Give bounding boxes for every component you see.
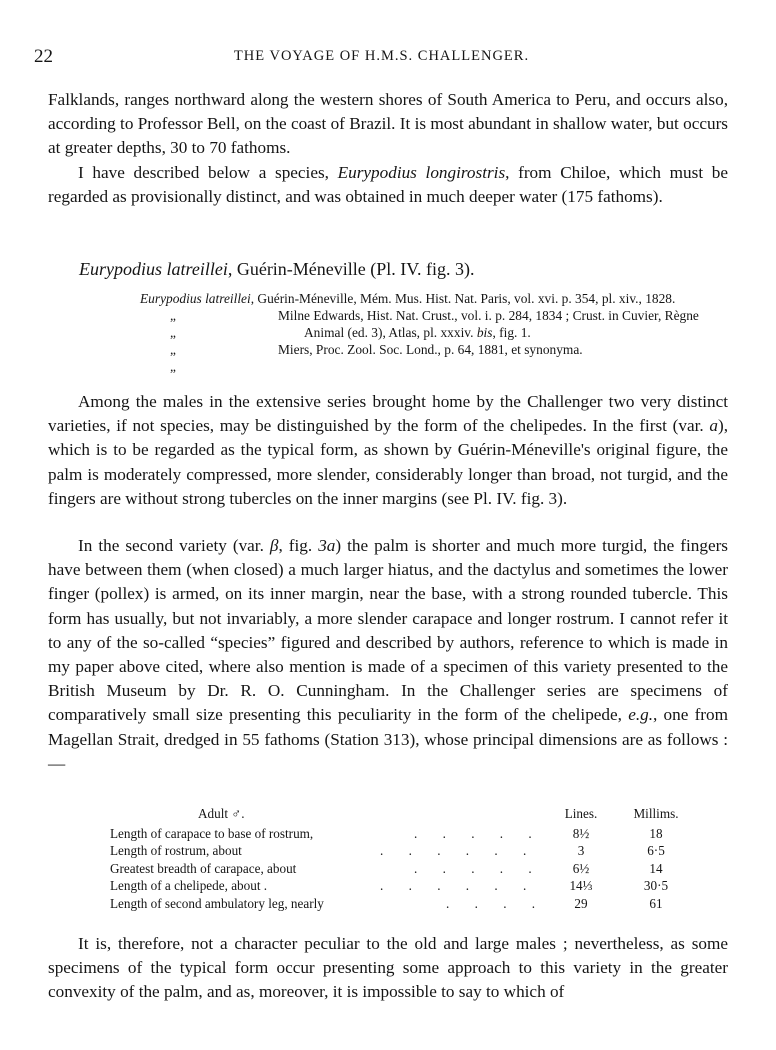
row-label: Length of rostrum, about: [110, 843, 242, 859]
row-leader: . . . . .: [414, 860, 532, 876]
ditto-mark: „: [170, 325, 176, 340]
row-leader: . . . . . .: [380, 878, 527, 894]
text-run: Milne Edwards, Hist. Nat. Crust., vol. i. p. 284, 1834 ; Crust. in Cuvier, Règne Animal (ed. 3), Atlas, pl. xxxiv.: [278, 308, 699, 340]
text-run: , from Chiloe, which must be regarded as provisionally distinct, and was obtained in much deeper water (175 fathoms).: [48, 163, 728, 207]
row-millims: 18: [649, 826, 663, 841]
synonym-citation: Miers, Proc. Zool. Soc. Lond., p. 64, 1881, et synonyma.: [278, 342, 583, 357]
row-label: Length of a chelipede, about .: [110, 878, 268, 894]
row-millims: 30·5: [643, 878, 669, 894]
ditto-mark: „: [170, 308, 176, 323]
text-run: I have described below a species,: [78, 163, 338, 182]
species-name-italic: Eurypodius longirostris: [337, 163, 506, 182]
table-row: [110, 877, 700, 894]
text-italic: 3a: [318, 536, 336, 555]
text-run: , fig. 1.: [492, 325, 531, 340]
table-row: [110, 825, 700, 842]
text-italic: β: [269, 536, 279, 555]
synonym-citation: [278, 307, 729, 341]
row-leader: . . . . . .: [380, 843, 527, 859]
row-label: Length of second ambulatory leg, nearly: [110, 895, 324, 911]
ditto-marks: [170, 341, 250, 375]
row-millims: 14: [649, 860, 663, 876]
synonymy-entry: [140, 341, 729, 374]
row-lines: 3: [577, 843, 585, 859]
synonym-citation: , Guérin-Méneville, Mém. Mus. Hist. Nat. Paris, vol. xvi. p. 354, pl. xiv., 1828.: [250, 291, 676, 306]
row-lines: 29: [574, 895, 588, 911]
page-number: 22: [34, 46, 53, 67]
text-run: Among the males in the extensive series brought home by the Challenger two very distinct varieties, if not species, may be distinguished by the form of the chelipedes. In the first (var.: [48, 392, 728, 436]
paragraph-conclusion: [48, 932, 728, 1005]
paragraph-longirostris: [48, 161, 728, 209]
row-millims: 61: [649, 895, 663, 911]
table-header-adult: Adult ♂.: [198, 806, 245, 821]
table-row: [110, 842, 700, 859]
row-lines: 6½: [572, 860, 590, 876]
row-lines: 14⅓: [569, 878, 593, 894]
text-italic: e.g.: [628, 705, 654, 725]
paragraph-varieties: [48, 390, 728, 511]
row-leader: . . . . .: [414, 826, 532, 841]
dimensions-table: [110, 805, 700, 912]
row-lines: 8½: [572, 826, 590, 841]
page-header: [34, 46, 729, 70]
row-label: Length of carapace to base of rostrum,: [110, 826, 314, 841]
table-header: [110, 805, 700, 825]
row-leader: . . . .: [446, 895, 536, 911]
paragraph-second-variety: [48, 534, 728, 776]
ditto-marks: [170, 307, 250, 341]
table-header-lines: Lines.: [564, 806, 598, 821]
synonym-name: Eurypodius latreillei: [140, 291, 251, 306]
synonymy-entry: [140, 307, 729, 341]
text-run: ) the palm is shorter and much more turgid, the fingers have between them (when closed) a much larger hiatus, and the dactylus and sometimes the lower finger (pollex) is armed, on its inner margin, near the base, with a strong rounded tubercle. This form has usually, but not invariably, a more slender carapace and longer rostrum. I cannot refer it to any of the so-called “species” figured and described by authors, reference to which is made in my paper above cited, where also mention is made of a specimen of this variety presented to the British Museum by Dr. R. O. Cunningham. In the Challenger series are specimens of comparatively small size presenting this peculiarity in the form of the chelipede,: [48, 536, 728, 725]
synonymy-list: [140, 290, 729, 374]
text-run: In the second variety (var.: [78, 536, 270, 555]
row-millims: 6·5: [647, 843, 665, 859]
text-run: , one from Magellan Strait, dredged in 55 fathoms (Station 313), whose principal dimensions are as follows :—: [48, 705, 728, 773]
running-title: THE VOYAGE OF H.M.S. CHALLENGER.: [233, 48, 530, 64]
paragraph-text: It is, therefore, not a character peculiar to the old and large males ; nevertheless, as some specimens of the typical form occur presenting some approach to this variety in the greater convexity of the palm, and as, moreover, it is impossible to say to which of: [48, 934, 728, 1002]
species-heading-rest: , Guérin-Méneville (Pl. IV. fig. 3).: [227, 259, 475, 279]
ditto-mark: „: [170, 342, 176, 357]
table-row: [110, 860, 700, 877]
text-italic: a: [709, 416, 718, 436]
species-heading-name: Eurypodius latreillei: [79, 259, 228, 279]
text-italic: bis: [476, 325, 493, 340]
text-run: , fig.: [278, 536, 319, 555]
paragraph-text: Falklands, ranges northward along the western shores of South America to Peru, and occurs also, according to Professor Bell, on the coast of Brazil. It is most abundant in shallow water, but occurs at greater depths, 30 to 70 fathoms.: [48, 90, 728, 158]
table-header-millims: Millims.: [633, 806, 679, 821]
text-run: ), which is to be regarded as the typical form, as shown by Guérin-Méneville's original figure, the palm is moderately compressed, more slender, considerably longer than broad, not turgid, and the fingers are without strong tubercles on the inner margins (see Pl. IV. fig. 3).: [48, 416, 728, 508]
species-heading: [79, 257, 729, 281]
synonymy-entry: [140, 290, 729, 307]
ditto-mark: „: [170, 359, 176, 374]
table-row: [110, 895, 700, 912]
paragraph-falklands: [48, 88, 728, 161]
row-label: Greatest breadth of carapace, about: [110, 860, 297, 876]
